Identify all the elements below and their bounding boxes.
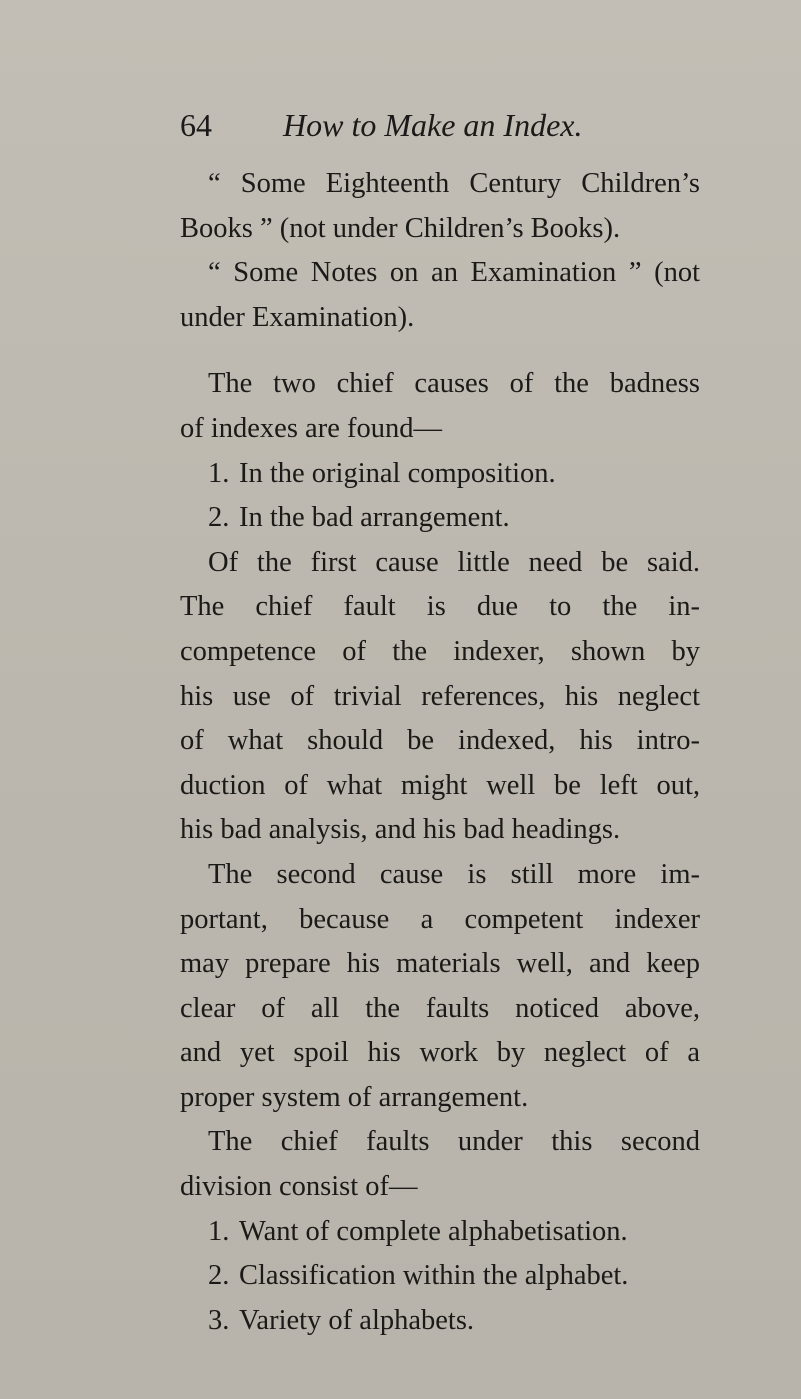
paragraph-first-cause — [180, 541, 700, 853]
body-text — [180, 162, 700, 1343]
text-line: under Examination). — [180, 301, 415, 333]
list-number: 2. — [208, 502, 230, 534]
paragraph-second-cause — [180, 853, 700, 1121]
text-line: of what should be indexed, his intro- — [180, 725, 700, 757]
running-title: How to Make an Index. — [283, 107, 583, 143]
list-text: In the bad arrangement. — [239, 502, 510, 534]
page-header — [180, 100, 720, 150]
text-line: The chief faults under this second — [208, 1126, 700, 1158]
list-number: 1. — [208, 1215, 230, 1247]
list-text: Want of complete alphabetisation. — [239, 1215, 628, 1247]
text-line: The two chief causes of the badness — [208, 368, 700, 400]
text-line: Books ” (not under Children’s Books). — [180, 212, 621, 244]
list-text: In the original composition. — [239, 457, 556, 489]
text-line: competence of the indexer, shown by — [180, 635, 700, 667]
list-item — [180, 1299, 700, 1344]
list-item — [180, 496, 700, 541]
text-line: Of the first cause little need be said. — [208, 546, 700, 578]
text-line: “ Some Eighteenth Century Children’s — [208, 168, 700, 199]
page-number: 64 — [180, 107, 212, 143]
text-line: clear of all the faults noticed above, — [180, 992, 700, 1024]
text-line: The second cause is still more im- — [208, 858, 700, 890]
paragraph-intro — [180, 362, 700, 451]
text-line: portant, because a competent indexer — [180, 903, 700, 935]
text-line: duction of what might well be left out, — [180, 769, 700, 801]
causes-list — [180, 452, 700, 541]
list-item — [180, 1254, 700, 1299]
list-number: 2. — [208, 1260, 230, 1292]
text-line: his use of trivial references, his neglect — [180, 680, 700, 712]
list-text: Variety of alphabets. — [239, 1304, 475, 1336]
text-line: may prepare his materials well, and keep — [180, 948, 700, 980]
text-line: of indexes are found— — [180, 412, 442, 444]
faults-list — [180, 1210, 700, 1344]
paragraph-faults — [180, 1120, 700, 1209]
text-line: division consist of— — [180, 1171, 418, 1203]
section-gap — [180, 340, 700, 362]
list-item — [180, 1210, 700, 1255]
list-number: 3. — [208, 1304, 230, 1336]
text-line: The chief fault is due to the in- — [180, 591, 700, 623]
example-entry — [180, 251, 700, 340]
example-entry — [180, 162, 700, 251]
text-line: and yet spoil his work by neglect of a — [180, 1037, 700, 1069]
text-line: proper system of arrangement. — [180, 1081, 529, 1113]
list-number: 1. — [208, 457, 230, 489]
list-text: Classification within the alphabet. — [239, 1260, 629, 1292]
list-item — [180, 452, 700, 497]
text-line: “ Some Notes on an Examination ” (not — [208, 257, 700, 289]
text-line: his bad analysis, and his bad headings. — [180, 814, 621, 846]
